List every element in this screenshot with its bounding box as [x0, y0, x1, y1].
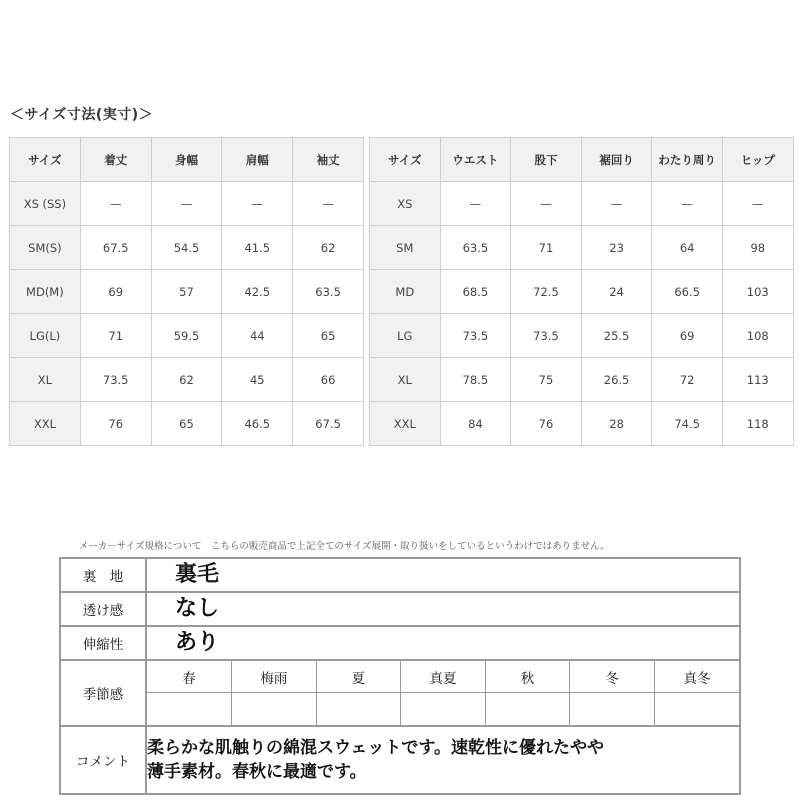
measurement-cell: —: [511, 182, 582, 226]
measurement-cell: 73.5: [511, 314, 582, 358]
spec-row-sheerness: [60, 592, 740, 626]
season-mark-cell: [654, 693, 739, 726]
season-option: 冬: [570, 661, 655, 693]
size-note: メーカーサイズ規格について こちらの販売商品で上記全てのサイズ展開・取り扱いをしているというわけではありません。: [79, 541, 610, 552]
size-label-cell: XXL: [370, 402, 441, 446]
measurement-cell: 74.5: [652, 402, 723, 446]
table-row: [370, 270, 794, 314]
measurement-cell: —: [652, 182, 723, 226]
comment-label: コメント: [60, 726, 146, 794]
measurement-cell: 59.5: [151, 314, 222, 358]
table-row: [370, 314, 794, 358]
season-mark-cell: [232, 693, 317, 726]
measurement-cell: 28: [581, 402, 652, 446]
measurement-cell: 76: [511, 402, 582, 446]
size-label-cell: MD: [370, 270, 441, 314]
spec-row-comment: [60, 726, 740, 794]
measurement-cell: —: [293, 182, 364, 226]
measurement-cell: 108: [722, 314, 793, 358]
table-row: [370, 358, 794, 402]
size-label-cell: XL: [10, 358, 81, 402]
measurement-cell: 65: [293, 314, 364, 358]
col-header: 肩幅: [222, 138, 293, 182]
size-label-cell: XS (SS): [10, 182, 81, 226]
season-mark-cell: [147, 693, 232, 726]
measurement-cell: 75: [511, 358, 582, 402]
spec-row-lining: [60, 558, 740, 592]
measurement-cell: 69: [80, 270, 151, 314]
fabric-spec-table: [59, 557, 741, 795]
size-chart-title: ＜サイズ寸法(実寸)＞: [10, 107, 154, 123]
table-row: [370, 226, 794, 270]
col-header: 股下: [511, 138, 582, 182]
season-mark-cell: [401, 693, 486, 726]
measurement-cell: 103: [722, 270, 793, 314]
col-header: わたり周り: [652, 138, 723, 182]
measurement-cell: 46.5: [222, 402, 293, 446]
col-header: 袖丈: [293, 138, 364, 182]
measurement-cell: 26.5: [581, 358, 652, 402]
measurement-cell: 113: [722, 358, 793, 402]
size-label-cell: LG(L): [10, 314, 81, 358]
season-mark-cell: [570, 693, 655, 726]
measurement-cell: 69: [652, 314, 723, 358]
size-label-cell: XXL: [10, 402, 81, 446]
comment-line-1: 柔らかな肌触りの綿混スウェットです。速乾性に優れたやや: [147, 738, 604, 758]
tops-size-table: [9, 137, 364, 446]
table-row: [10, 314, 364, 358]
season-mark-cell: [316, 693, 401, 726]
measurement-cell: 24: [581, 270, 652, 314]
measurement-cell: 73.5: [440, 314, 511, 358]
col-header: ヒップ: [722, 138, 793, 182]
lining-value: 裏毛: [146, 558, 740, 592]
measurement-cell: 25.5: [581, 314, 652, 358]
sheerness-label: 透け感: [60, 592, 146, 626]
col-header: 着丈: [80, 138, 151, 182]
measurement-cell: —: [222, 182, 293, 226]
size-label-cell: XS: [370, 182, 441, 226]
measurement-cell: 64: [652, 226, 723, 270]
measurement-cell: 54.5: [151, 226, 222, 270]
measurement-cell: 98: [722, 226, 793, 270]
table-row: [10, 358, 364, 402]
measurement-cell: 67.5: [80, 226, 151, 270]
comment-line-2: 薄手素材。春秋に最適です。: [147, 762, 367, 782]
measurement-cell: 42.5: [222, 270, 293, 314]
measurement-cell: 78.5: [440, 358, 511, 402]
spec-row-stretch: [60, 626, 740, 660]
measurement-cell: 72: [652, 358, 723, 402]
measurement-cell: 66.5: [652, 270, 723, 314]
measurement-cell: 67.5: [293, 402, 364, 446]
lining-label: 裏 地: [60, 558, 146, 592]
measurement-cell: 62: [293, 226, 364, 270]
measurement-cell: 44: [222, 314, 293, 358]
measurement-cell: 23: [581, 226, 652, 270]
comment-text: [146, 726, 740, 794]
measurement-cell: 63.5: [293, 270, 364, 314]
table-row: [10, 182, 364, 226]
measurement-cell: 66: [293, 358, 364, 402]
measurement-cell: 57: [151, 270, 222, 314]
bottoms-size-table: [369, 137, 794, 446]
measurement-cell: —: [440, 182, 511, 226]
season-option: 真夏: [401, 661, 486, 693]
season-grid: [147, 661, 739, 725]
col-header: 裾回り: [581, 138, 652, 182]
season-option: 秋: [485, 661, 570, 693]
stretch-label: 伸縮性: [60, 626, 146, 660]
measurement-cell: 65: [151, 402, 222, 446]
measurement-cell: 45: [222, 358, 293, 402]
table-row: [10, 226, 364, 270]
season-option: 夏: [316, 661, 401, 693]
table-row: [10, 402, 364, 446]
col-header: ウエスト: [440, 138, 511, 182]
measurement-cell: 118: [722, 402, 793, 446]
season-option: 梅雨: [232, 661, 317, 693]
table-row: [10, 270, 364, 314]
sheerness-value: なし: [146, 592, 740, 626]
measurement-cell: 68.5: [440, 270, 511, 314]
measurement-cell: —: [581, 182, 652, 226]
measurement-cell: 72.5: [511, 270, 582, 314]
table-row: [370, 402, 794, 446]
measurement-cell: —: [151, 182, 222, 226]
measurement-cell: —: [80, 182, 151, 226]
measurement-cell: 71: [511, 226, 582, 270]
col-header: サイズ: [370, 138, 441, 182]
col-header: サイズ: [10, 138, 81, 182]
stretch-value: あり: [146, 626, 740, 660]
season-option: 真冬: [654, 661, 739, 693]
measurement-cell: 76: [80, 402, 151, 446]
size-label-cell: LG: [370, 314, 441, 358]
measurement-cell: 71: [80, 314, 151, 358]
size-label-cell: SM: [370, 226, 441, 270]
col-header: 身幅: [151, 138, 222, 182]
season-mark-cell: [485, 693, 570, 726]
table-row: [370, 182, 794, 226]
season-option: 春: [147, 661, 232, 693]
measurement-cell: 63.5: [440, 226, 511, 270]
spec-row-season: [60, 660, 740, 726]
measurement-cell: 84: [440, 402, 511, 446]
size-label-cell: MD(M): [10, 270, 81, 314]
size-label-cell: XL: [370, 358, 441, 402]
measurement-cell: 62: [151, 358, 222, 402]
size-label-cell: SM(S): [10, 226, 81, 270]
season-label: 季節感: [60, 660, 146, 726]
measurement-cell: 41.5: [222, 226, 293, 270]
measurement-cell: —: [722, 182, 793, 226]
measurement-cell: 73.5: [80, 358, 151, 402]
